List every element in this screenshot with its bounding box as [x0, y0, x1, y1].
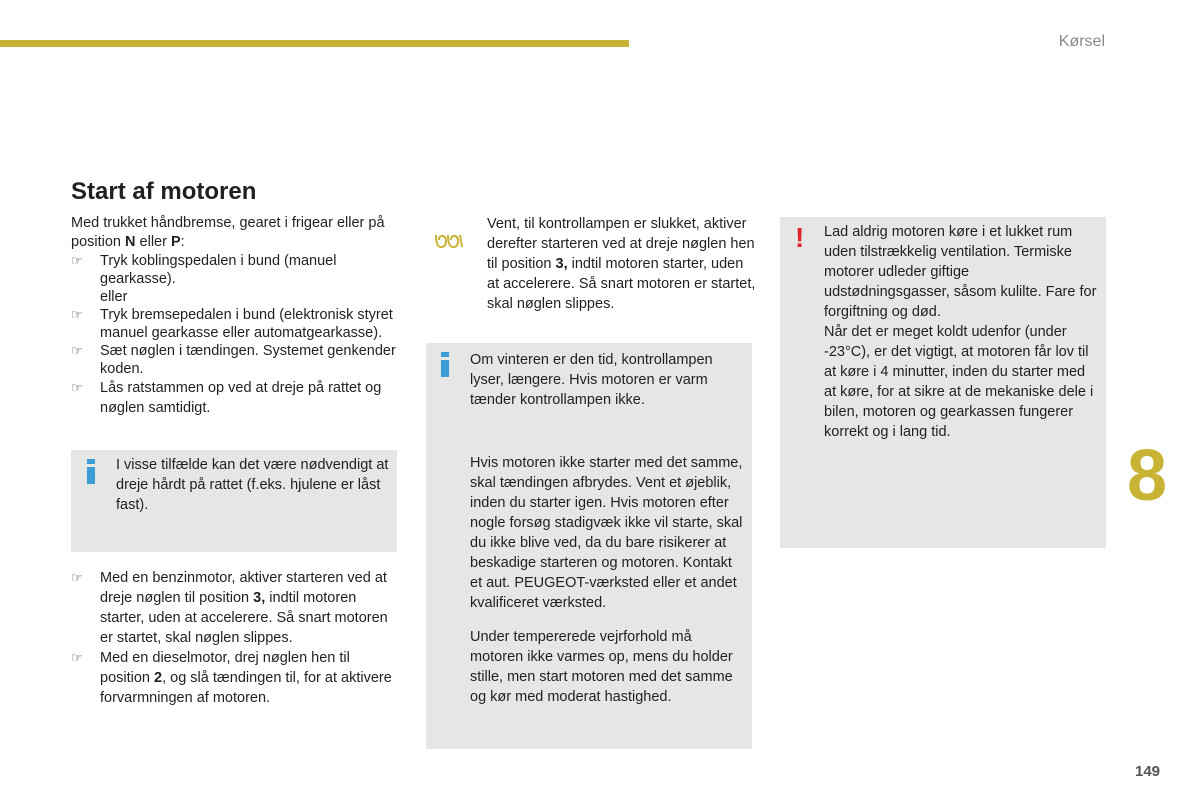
list-item: ☞ Med en benzinmotor, aktiver starteren ved at dreje nøglen til position 3, indtil motoren starter, uden at accelerere. Så snart motoren er startet, skal nøglen slippes.: [71, 570, 388, 646]
header-accent-bar: [0, 40, 629, 47]
list-item: ☞ Tryk koblingspedalen i bund (manuel gearkasse). eller: [71, 253, 337, 305]
engine-type-list: [71, 568, 401, 708]
info-paragraph: Om vinteren er den tid, kontrollampen lyser, længere. Hvis motoren er varm tænder kontrollampen ikke.: [470, 352, 713, 408]
list-item: ☞ Med en dieselmotor, drej nøglen hen til position 2, og slå tændingen til, for at aktivere forvarmningen af motoren.: [71, 650, 392, 706]
warning-paragraph: Lad aldrig motoren køre i et lukket rum uden tilstrækkelig ventilation. Termiske motorer udleder giftige udstødningsgasser, såsom kulilte. Fare for forgiftning og død.: [824, 224, 1097, 320]
pointing-hand-icon: ☞: [71, 253, 83, 268]
info-box-starting-text: [470, 350, 748, 707]
list-item: ☞ Tryk bremsepedalen i bund (elektronisk styret manuel gearkasse eller automatgearkasse).: [71, 307, 393, 341]
section-header: Kørsel: [1058, 33, 1105, 50]
pointing-hand-icon: ☞: [71, 650, 83, 665]
page-number: 149: [1135, 763, 1161, 780]
pointing-hand-icon: ☞: [71, 343, 83, 358]
list-item: ☞ Sæt nøglen i tændingen. Systemet genkender koden.: [71, 343, 396, 377]
pointing-hand-icon: ☞: [71, 380, 83, 395]
warning-box-text: [824, 222, 1098, 442]
intro-text: Med trukket håndbremse, gearet i frigear eller på position N eller P:: [71, 215, 385, 250]
pointing-hand-icon: ☞: [71, 570, 83, 585]
list-item: ☞ Lås ratstammen op ved at dreje på rattet og nøglen samtidigt.: [71, 380, 382, 416]
chapter-number: 8: [1127, 436, 1168, 516]
info-box-steering-text: I visse tilfælde kan det være nødvendigt at dreje hårdt på rattet (f.eks. hjulene er låst fast).: [116, 457, 389, 513]
page-title: Start af motoren: [71, 178, 257, 205]
preheat-coil-icon: [433, 232, 465, 252]
info-paragraph: Hvis motoren ikke starter med det samme, skal tændingen afbrydes. Vent et øjeblik, inden du starter igen. Hvis motoren efter nogle forsøg stadigvæk ikke vil starte, skal du ikke blive ved, da du bare risikerer at beskadige starteren og motoren. Kontakt et aut. PEUGEOT-værksted eller et andet kvalificeret værksted.: [470, 455, 743, 611]
warning-paragraph: Når det er meget koldt udenfor (under -23°C), er det vigtigt, at motoren får lov til at køre i 4 minutter, inden du starter med at køre, for at sikre at de mekaniske dele i bilen, motoren og gearkassen fungerer korrekt og i lang tid.: [824, 324, 1094, 440]
info-paragraph: Under tempererede vejrforhold må motoren ikke varmes op, mens du holder stille, men start motoren med det samme og kør med moderat hastighed.: [470, 629, 733, 705]
start-steps-list: [71, 252, 401, 418]
warning-icon: !: [795, 222, 805, 253]
pointing-hand-icon: ☞: [71, 307, 83, 322]
preheat-note-text: Vent, til kontrollampen er slukket, aktiver derefter starteren ved at dreje nøglen hen til position 3, indtil motoren starter, uden at accelerere. Så snart motoren er startet, skal nøglen slippes.: [487, 216, 756, 312]
